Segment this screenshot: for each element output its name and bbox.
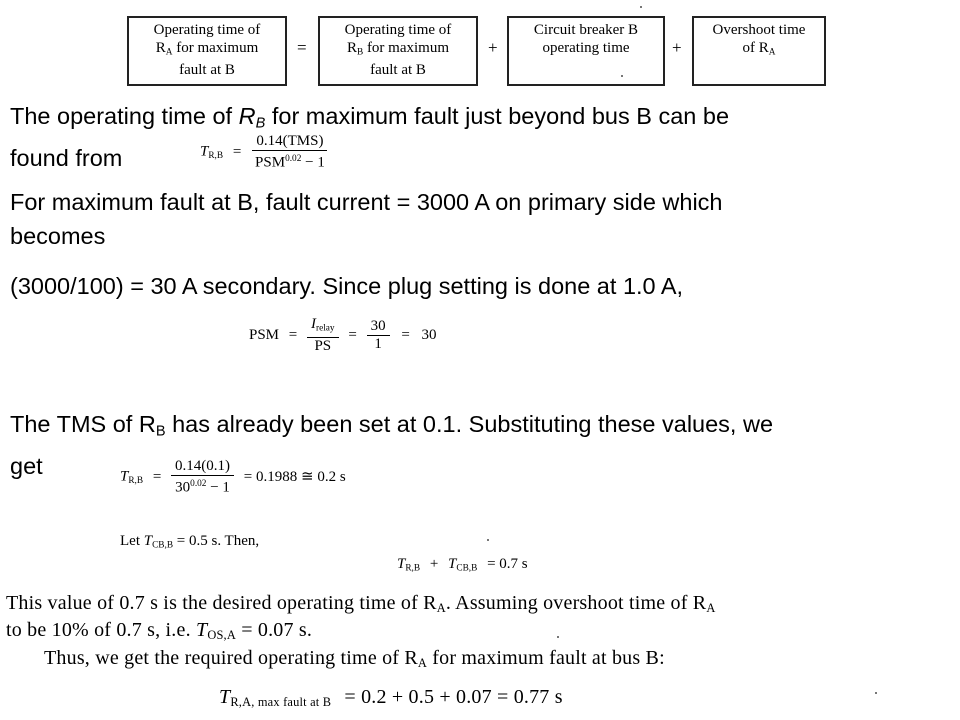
text-required-operating-time: Thus, we get the required operating time of $R_A$ for maximum fault at bus B: [44,647,665,671]
box-line: $R_A$ for maximum [155,40,259,58]
paragraph-line: For maximum fault at B, fault current = 3000 A on primary side which [10,189,723,215]
equals-operator: = [297,38,307,57]
box-operating-time-rb [318,16,478,86]
paragraph-line: The operating time of $R_B$ for maximum fault just beyond bus B can be [10,103,730,132]
box-line: operating time [542,40,630,56]
fraction: $\frac{0.14(0.1)}{30^{0.02} - 1}$ [171,458,234,497]
box-operating-time-ra [127,16,287,86]
fraction: $\frac{30}{1}$ [367,318,390,353]
plus-operator: + [488,38,498,57]
fraction: $\frac{I_{relay}}{PS}$ [307,316,339,355]
formula-trb-general: $T_{R,B}$ = $\frac{\text{0.14(TMS)}}{PSM^{0.02} - 1}$ [200,133,329,172]
formula-trb-value: $T_{R,B}$ = $\frac{0.14(0.1)}{30^{0.02} - 1}$ = 0.1988 ≅ 0.2 s [120,458,346,496]
paragraph-line: get [10,452,43,479]
scan-speck [621,75,623,77]
box-line: Circuit breaker B [533,22,639,38]
box-line: of $R_A$ [742,40,776,58]
scan-speck [875,692,877,694]
plus-operator: + [672,38,682,57]
box-overshoot-time [692,16,826,86]
box-circuit-breaker-time [507,16,665,86]
box-line: Operating time of [344,22,452,38]
paragraph-fault-current [10,185,950,253]
paragraph-line: The TMS of $R_B$ has already been set at 0.1. Substituting these values, we [10,411,774,440]
paragraph-line: found from [10,144,123,171]
paragraph-operating-time-rb [10,99,950,175]
box-line: Overshoot time [712,22,806,38]
text-overshoot-assumption: to be 10% of 0.7 s, i.e. $T_{OS,A} = 0.07$ s. [6,619,313,643]
text-desired-operating-time: This value of 0.7 s is the desired operating time of $R_A$. Assuming overshoot time of $R_A$ [6,592,716,616]
line-let-tcb: Let $T_{CB,B} = 0.5$ s. Then, [120,533,260,551]
formula-psm: PSM = $\frac{I_{relay}}{PS}$ = $\frac{30}{1}$ = 30 [249,316,437,355]
scan-speck [557,636,559,638]
box-line: fault at B [370,62,426,79]
paragraph-secondary-current [10,269,950,303]
fraction: $\frac{\text{0.14(TMS)}}{PSM^{0.02} - 1}$ [251,133,329,172]
formula-final-tra: $T_{R,A, max fault at B} = 0.2 + 0.5 + 0.07 = 0.77$ s [219,686,563,710]
box-line: Operating time of [153,22,261,38]
paragraph-line: (3000/100) = 30 A secondary. Since plug setting is done at 1.0 A, [10,273,684,299]
paragraph-line: becomes [10,223,106,249]
box-line: $R_B$ for maximum [346,40,450,58]
scan-speck [640,6,642,8]
scan-speck [487,539,489,541]
formula-total-time-rb: $T_{R,B} + T_{CB,B} = 0.7$ s [397,556,528,574]
box-line: fault at B [179,62,235,79]
